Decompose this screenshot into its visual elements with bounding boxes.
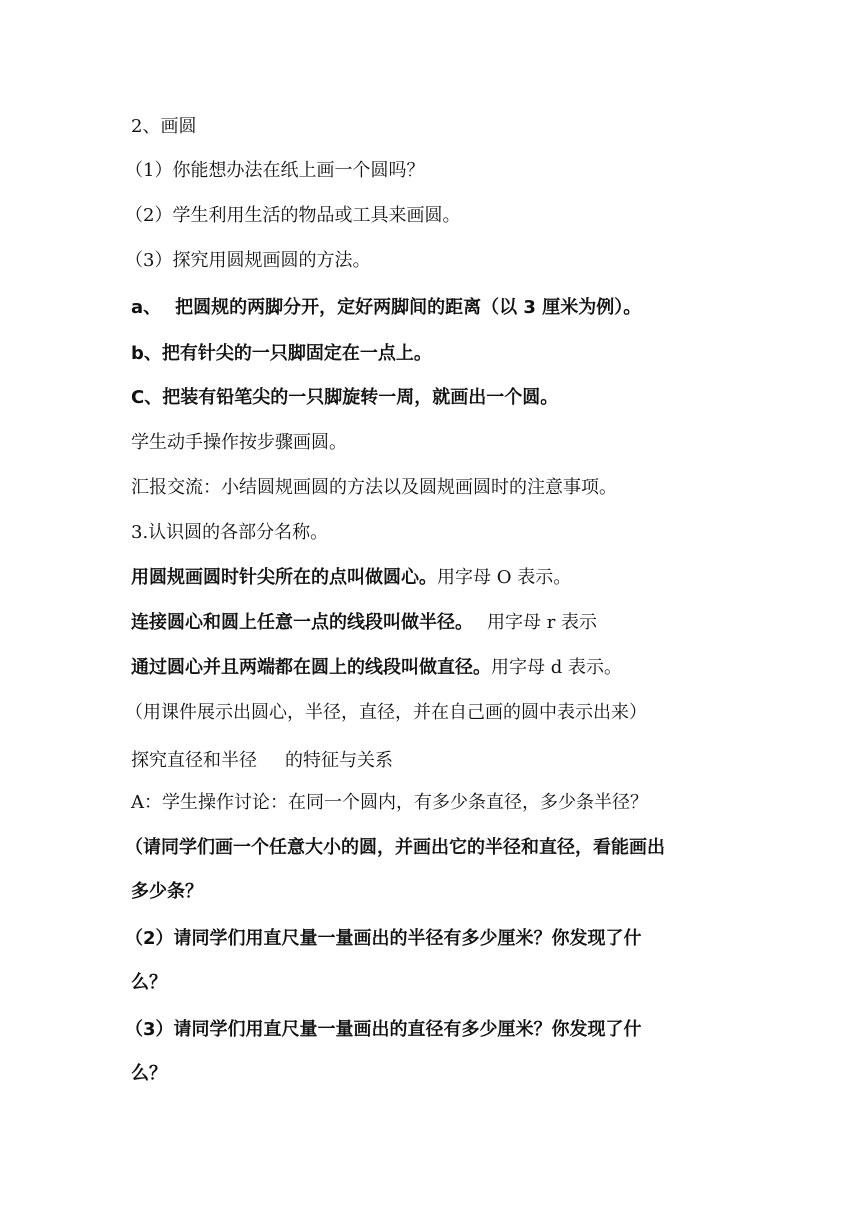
task-1-line-2: 多少条？ — [131, 881, 203, 902]
practice-note: 学生动手操作按步骤画圆。 — [131, 432, 347, 453]
question-2: （2）学生利用生活的物品或工具来画圆。 — [125, 205, 461, 226]
task-1-line-1: （请同学们画一个任意大小的圆，并画出它的半径和直径，看能画出 — [125, 837, 665, 858]
definition-diameter-bold: 通过圆心并且两端都在圆上的线段叫做直径。 — [131, 657, 491, 678]
heading-circle-parts: 3.认识圆的各部分名称。 — [131, 522, 329, 543]
definition-radius-rest: 用字母 r 表示 — [487, 612, 598, 633]
definition-center — [131, 565, 741, 591]
discussion-prompt: A：学生操作讨论：在同一个圆内，有多少条直径，多少条半径？ — [131, 792, 648, 813]
question-1: （1）你能想办法在纸上画一个圆吗？ — [125, 160, 425, 181]
explore-part-1: 探究直径和半径 — [131, 750, 257, 771]
step-a — [131, 295, 741, 321]
definition-diameter-rest: 用字母 d 表示。 — [491, 657, 622, 678]
step-c: C、把装有铅笔尖的一只脚旋转一周，就画出一个圆。 — [131, 387, 559, 408]
task-3-line-2: 么？ — [131, 1063, 167, 1084]
definition-radius — [131, 610, 741, 636]
task-2-line-2: 么？ — [131, 972, 167, 993]
definition-center-rest: 用字母 O 表示。 — [437, 567, 572, 588]
step-a-text: 把圆规的两脚分开，定好两脚间的距离（以 3 厘米为例）。 — [175, 297, 642, 318]
explore-part-2: 的特征与关系 — [285, 750, 393, 771]
definition-radius-bold: 连接圆心和圆上任意一点的线段叫做半径。 — [131, 612, 473, 633]
heading-draw-circle: 2、画圆 — [131, 116, 197, 137]
step-a-label: a、 — [131, 297, 162, 318]
step-b: b、把有针尖的一只脚固定在一点上。 — [131, 343, 432, 364]
definition-diameter — [131, 655, 741, 681]
question-3: （3）探究用圆规画圆的方法。 — [125, 250, 371, 271]
explore-heading — [131, 748, 741, 774]
task-2-line-1: （2）请同学们用直尺量一量画出的半径有多少厘米？你发现了什 — [125, 928, 642, 949]
courseware-note: （用课件展示出圆心，半径，直径，并在自己画的圆中表示出来） — [125, 702, 647, 723]
definition-center-bold: 用圆规画圆时针尖所在的点叫做圆心。 — [131, 567, 437, 588]
task-3-line-1: （3）请同学们用直尺量一量画出的直径有多少厘米？你发现了什 — [125, 1019, 642, 1040]
report-note: 汇报交流：小结圆规画圆的方法以及圆规画圆时的注意事项。 — [131, 477, 617, 498]
